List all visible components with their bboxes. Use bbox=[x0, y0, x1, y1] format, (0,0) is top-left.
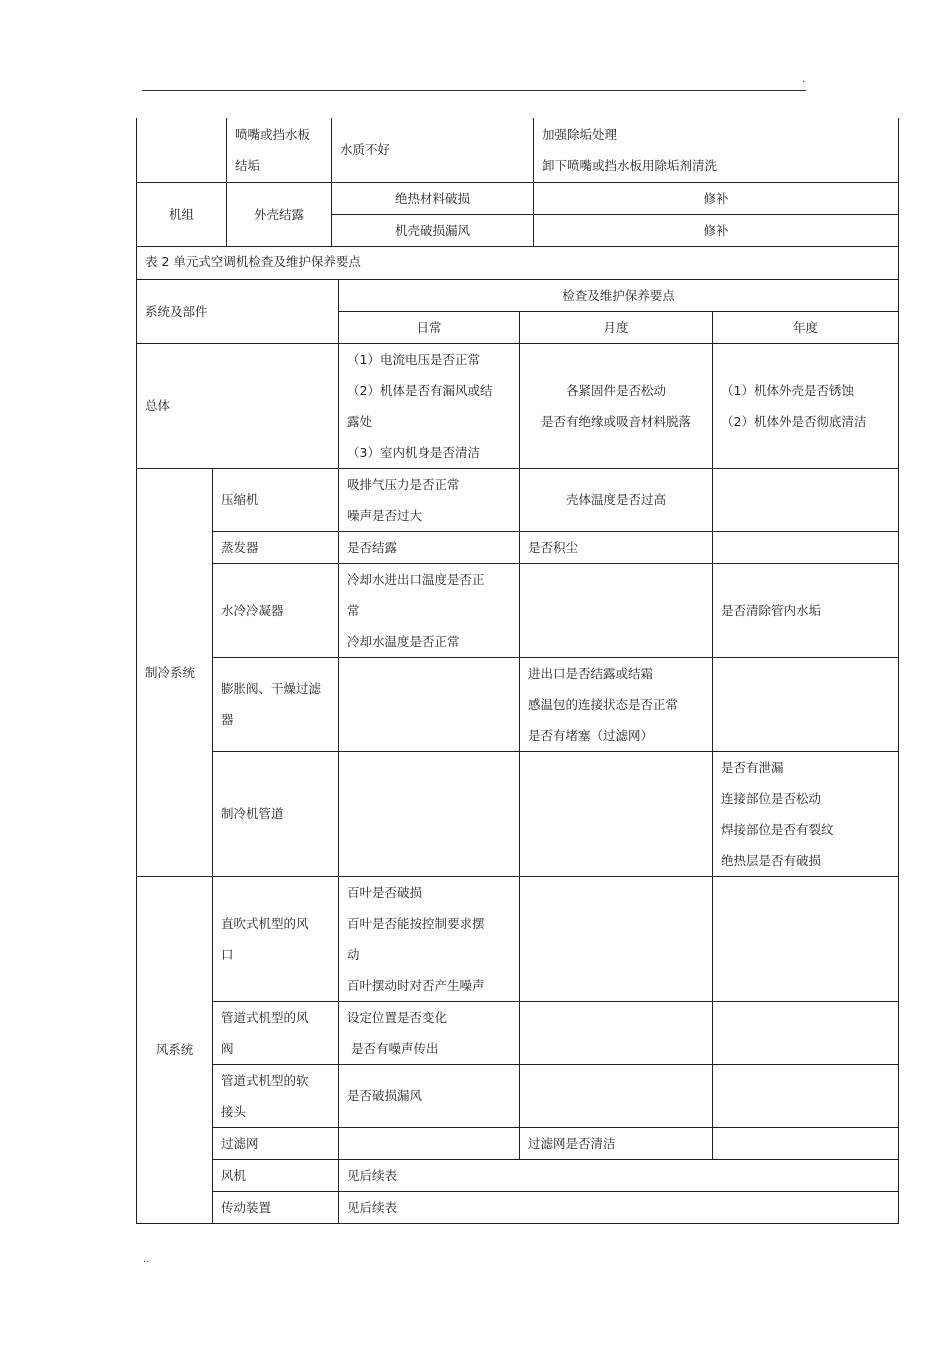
yearly-cell bbox=[713, 1127, 899, 1159]
yearly-cell bbox=[713, 468, 899, 531]
part-cell: 蒸发器 bbox=[213, 531, 339, 563]
group-cell: 机组 bbox=[137, 182, 227, 246]
component-cell: 喷嘴或挡水板 结垢 bbox=[227, 118, 332, 182]
daily-cell bbox=[339, 1127, 520, 1159]
part-cell: 管道式机型的风 阀 bbox=[213, 1001, 339, 1064]
note-cell: 见后续表 bbox=[339, 1159, 899, 1191]
part-cell: 直吹式机型的风 口 bbox=[213, 876, 339, 1001]
monthly-cell: 壳体温度是否过高 bbox=[520, 468, 713, 531]
refrigeration-label: 制冷系统 bbox=[137, 468, 213, 876]
head-system: 系统及部件 bbox=[137, 279, 339, 343]
yearly-cell bbox=[713, 531, 899, 563]
overall-monthly: 各紧固件是否松动 是否有绝缘或吸音材料脱落 bbox=[520, 343, 713, 468]
monthly-cell bbox=[520, 563, 713, 657]
part-cell: 管道式机型的软 接头 bbox=[213, 1064, 339, 1127]
monthly-cell bbox=[520, 1001, 713, 1064]
remedy-cell: 修补 bbox=[534, 182, 899, 214]
daily-cell bbox=[339, 751, 520, 876]
part-cell: 膨胀阀、干燥过滤 器 bbox=[213, 657, 339, 751]
yearly-cell bbox=[713, 876, 899, 1001]
yearly-cell: 是否清除管内水垢 bbox=[713, 563, 899, 657]
daily-cell: 是否破损漏风 bbox=[339, 1064, 520, 1127]
yearly-cell: 是否有泄漏 连接部位是否松动 焊接部位是否有裂纹 绝热层是否有破损 bbox=[713, 751, 899, 876]
part-cell: 水冷冷凝器 bbox=[213, 563, 339, 657]
monthly-cell bbox=[520, 876, 713, 1001]
head-yearly: 年度 bbox=[713, 311, 899, 343]
yearly-cell bbox=[713, 657, 899, 751]
part-cell: 传动装置 bbox=[213, 1191, 339, 1223]
daily-cell: 是否结露 bbox=[339, 531, 520, 563]
remedy-cell: 修补 bbox=[534, 214, 899, 246]
remedy-cell: 加强除垢处理 卸下喷嘴或挡水板用除垢剂清洗 bbox=[534, 118, 899, 182]
air-system-label: 风系统 bbox=[137, 876, 213, 1223]
overall-daily: （1）电流电压是否正常 （2）机体是否有漏风或结 露处 （3）室内机身是否清洁 bbox=[339, 343, 520, 468]
unit-ac-inspection-table bbox=[136, 245, 899, 1224]
yearly-cell bbox=[713, 1001, 899, 1064]
table-title: 表 2 单元式空调机检查及维护保养要点 bbox=[137, 245, 899, 279]
header-mark: . bbox=[802, 74, 806, 85]
component-cell: 外壳结露 bbox=[227, 182, 332, 246]
yearly-cell bbox=[713, 1064, 899, 1127]
head-daily: 日常 bbox=[339, 311, 520, 343]
head-monthly: 月度 bbox=[520, 311, 713, 343]
daily-cell: 冷却水进出口温度是否正 常 冷却水温度是否正常 bbox=[339, 563, 520, 657]
part-cell: 风机 bbox=[213, 1159, 339, 1191]
note-cell: 见后续表 bbox=[339, 1191, 899, 1223]
overall-yearly: （1）机体外壳是否锈蚀 （2）机体外是否彻底清洁 bbox=[713, 343, 899, 468]
monthly-cell: 是否积尘 bbox=[520, 531, 713, 563]
overall-label: 总体 bbox=[137, 343, 339, 468]
group-cell-empty bbox=[137, 118, 227, 182]
part-cell: 压缩机 bbox=[213, 468, 339, 531]
monthly-cell: 进出口是否结露或结霜 感温包的连接状态是否正常 是否有堵塞（过滤网） bbox=[520, 657, 713, 751]
daily-cell bbox=[339, 657, 520, 751]
monthly-cell: 过滤网是否清洁 bbox=[520, 1127, 713, 1159]
monthly-cell bbox=[520, 751, 713, 876]
daily-cell: 设定位置是否变化 是否有噪声传出 bbox=[339, 1001, 520, 1064]
daily-cell: 吸排气压力是否正常 噪声是否过大 bbox=[339, 468, 520, 531]
daily-cell: 百叶是否破损 百叶是否能按控制要求摆 动 百叶摆动时对否产生噪声 bbox=[339, 876, 520, 1001]
cause-cell: 水质不好 bbox=[332, 118, 534, 182]
part-cell: 过滤网 bbox=[213, 1127, 339, 1159]
footer-mark: .. bbox=[143, 1254, 150, 1265]
cause-cell: 绝热材料破损 bbox=[332, 182, 534, 214]
cause-cell: 机壳破损漏风 bbox=[332, 214, 534, 246]
monthly-cell bbox=[520, 1064, 713, 1127]
maintenance-table-continued bbox=[136, 118, 899, 247]
part-cell: 制冷机管道 bbox=[213, 751, 339, 876]
header-rule bbox=[142, 90, 806, 91]
head-group: 检查及维护保养要点 bbox=[339, 279, 899, 311]
